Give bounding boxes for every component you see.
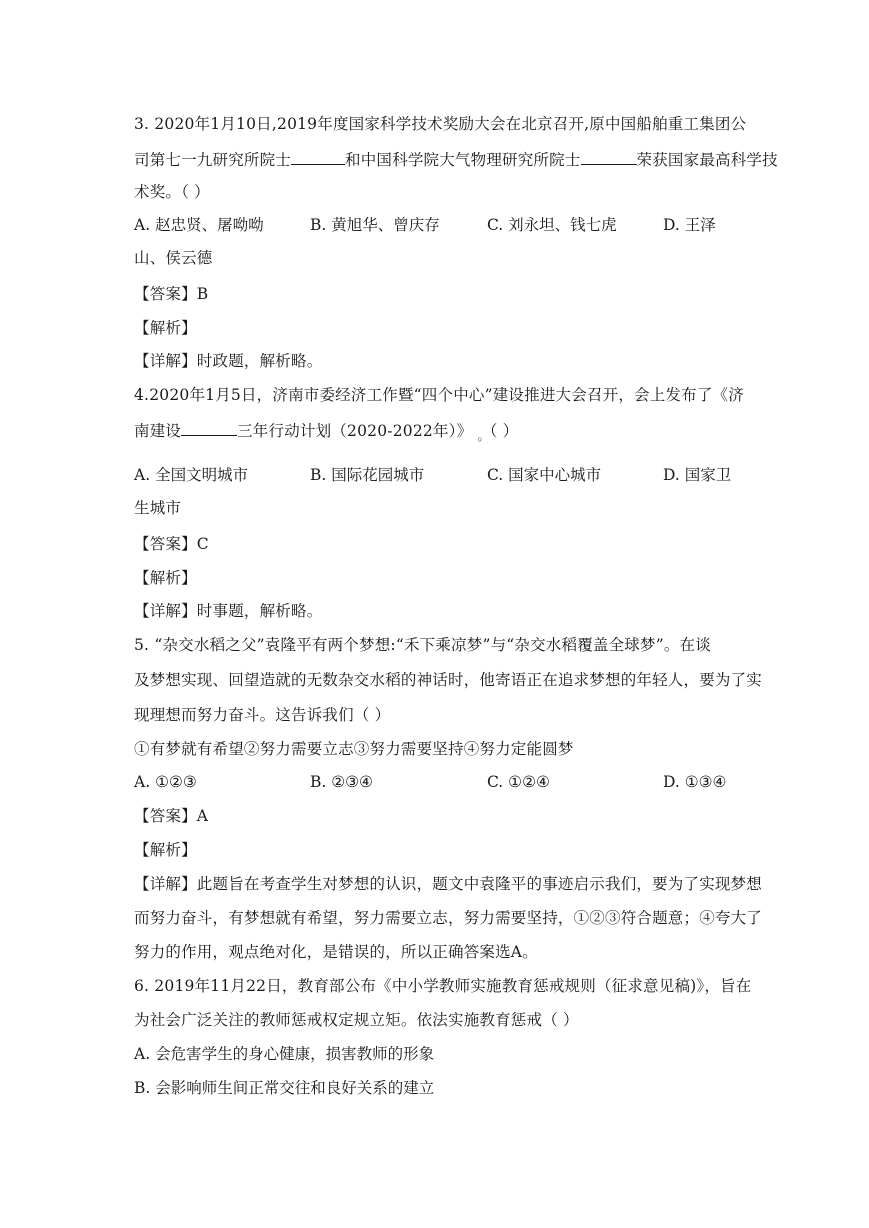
q3-stem-text: 术奖。（ ） xyxy=(134,183,210,201)
q3-stem-text: 荣获国家最高科学技 xyxy=(636,151,778,169)
option-label: A. xyxy=(134,1045,151,1063)
option-text: ②③④ xyxy=(331,773,373,791)
option-text: 国家中心城市 xyxy=(508,466,602,484)
option-label: A. xyxy=(134,773,151,791)
q6-stem-line1 xyxy=(134,976,752,996)
option-label: D. xyxy=(663,773,680,791)
option-label: C. xyxy=(487,773,504,791)
option-label: D. xyxy=(663,216,680,234)
q5-detail-line2: 而努力奋斗，有梦想就有希望，努力需要立志，努力需要坚持，①②③符合题意；④夸大了 xyxy=(134,909,763,927)
q5-number: 5. xyxy=(134,636,150,654)
q3-option-d xyxy=(663,215,716,235)
option-label: B. xyxy=(310,773,327,791)
q6-stem-text: 2019年11月22日，教育部公布《中小学教师实施教育惩戒规则（征求意见稿)》，旨在 xyxy=(154,977,752,995)
q5-option-d xyxy=(663,772,726,792)
q5-stem-line1 xyxy=(134,635,744,655)
q5-detail-line3: 努力的作用，观点绝对化，是错误的，所以正确答案选A。 xyxy=(134,943,538,961)
option-text: 赵忠贤、屠呦呦 xyxy=(155,216,264,234)
q4-stem-line1 xyxy=(134,385,744,405)
option-text: 会影响师生间正常交往和良好关系的建立 xyxy=(155,1079,435,1097)
q3-stem-line2 xyxy=(134,150,778,170)
option-label: B. xyxy=(310,466,327,484)
option-label: C. xyxy=(487,466,504,484)
q5-stem-line3: 现理想而努力奋斗。这告诉我们（ ） xyxy=(134,706,391,724)
option-text: 全国文明城市 xyxy=(155,466,249,484)
q3-stem-line3 xyxy=(134,182,744,202)
q6-stem-line2: 为社会广泛关注的教师惩戒权定规立矩。依法实施教育惩戒（ ） xyxy=(134,1011,579,1029)
q5-stem-line2: 及梦想实现、回望造就的无数杂交水稻的神话时，他寄语正在追求梦想的年轻人，要为了实 xyxy=(134,671,763,689)
option-label: B. xyxy=(134,1079,151,1097)
fill-blank xyxy=(181,421,237,436)
q4-stem-text: （ ） xyxy=(489,422,519,440)
option-text: 会危害学生的身心健康，损害教师的形象 xyxy=(155,1045,435,1063)
q4-stem-text: 南建设 xyxy=(134,422,182,440)
q3-stem-text: 和中国科学院大气物理研究所院士 xyxy=(345,151,581,169)
option-label: D. xyxy=(663,466,680,484)
q4-option-c xyxy=(487,465,601,485)
option-label: C. xyxy=(487,216,504,234)
q3-option-b xyxy=(310,215,440,235)
q4-number: 4. xyxy=(134,386,150,404)
q3-detail: 【详解】时政题，解析略。 xyxy=(134,352,323,370)
option-text: 黄旭华、曾庆存 xyxy=(331,216,440,234)
q3-option-a xyxy=(134,215,264,235)
option-label: B. xyxy=(310,216,327,234)
q4-stem-text: 三年行动计划（2020-2022年）》 xyxy=(237,422,473,440)
q6-option-b xyxy=(134,1078,434,1098)
option-text: 王泽 xyxy=(684,216,716,234)
fill-blank xyxy=(581,150,637,165)
option-label: A. xyxy=(134,216,151,234)
q3-option-d-wrap: 山、侯云德 xyxy=(134,249,213,267)
q5-stem-text: “杂交水稻之父”袁隆平有两个梦想:“禾下乘凉梦”与“杂交水稻覆盖全球梦”。在谈 xyxy=(154,636,711,654)
q5-analysis: 【解析】 xyxy=(134,841,197,859)
q5-option-a xyxy=(134,772,197,792)
option-text: 国家卫 xyxy=(684,466,732,484)
q4-analysis: 【解析】 xyxy=(134,569,197,587)
q4-option-d xyxy=(663,465,731,485)
q4-stem-dot: 。 xyxy=(477,429,490,443)
q3-option-c xyxy=(487,215,617,235)
q5-statements: ①有梦就有希望②努力需要立志③努力需要坚持④努力定能圆梦 xyxy=(134,740,574,758)
q5-answer: 【答案】A xyxy=(134,807,209,825)
q5-option-c xyxy=(487,772,550,792)
option-text: 国际花园城市 xyxy=(331,466,425,484)
q4-option-a xyxy=(134,465,248,485)
q4-option-d-wrap: 生城市 xyxy=(134,499,182,517)
q3-stem-text: 司第七一九研究所院士 xyxy=(134,151,292,169)
q3-stem-part1: 2020年1月10日,2019年度国家科学技术奖励大会在北京召开,原中国船舶重工集团公 xyxy=(154,115,747,133)
option-text: 刘永坦、钱七虎 xyxy=(508,216,617,234)
fill-blank xyxy=(291,150,345,165)
option-text: ①③④ xyxy=(684,773,727,791)
q5-detail-line1: 【详解】此题旨在考查学生对梦想的认识，题文中袁隆平的事迹启示我们，要为了实现梦想 xyxy=(134,875,763,893)
q5-option-b xyxy=(310,772,373,792)
q6-number: 6. xyxy=(134,977,150,995)
option-text: ①②③ xyxy=(155,773,197,791)
q4-answer: 【答案】C xyxy=(134,535,209,553)
q6-option-a xyxy=(134,1044,434,1064)
q4-option-b xyxy=(310,465,424,485)
q4-stem-part1: 2020年1月5日，济南市委经济工作暨“四个中心”建设推进大会召开，会上发布了《济 xyxy=(149,386,744,404)
q3-number: 3. xyxy=(134,115,150,133)
q4-stem-line2 xyxy=(134,421,744,446)
option-label: A. xyxy=(134,466,151,484)
q3-analysis: 【解析】 xyxy=(134,319,197,337)
q4-detail: 【详解】时事题，解析略。 xyxy=(134,602,323,620)
q3-stem-line1 xyxy=(134,114,747,134)
option-text: ①②④ xyxy=(508,773,550,791)
q3-answer: 【答案】B xyxy=(134,285,209,303)
